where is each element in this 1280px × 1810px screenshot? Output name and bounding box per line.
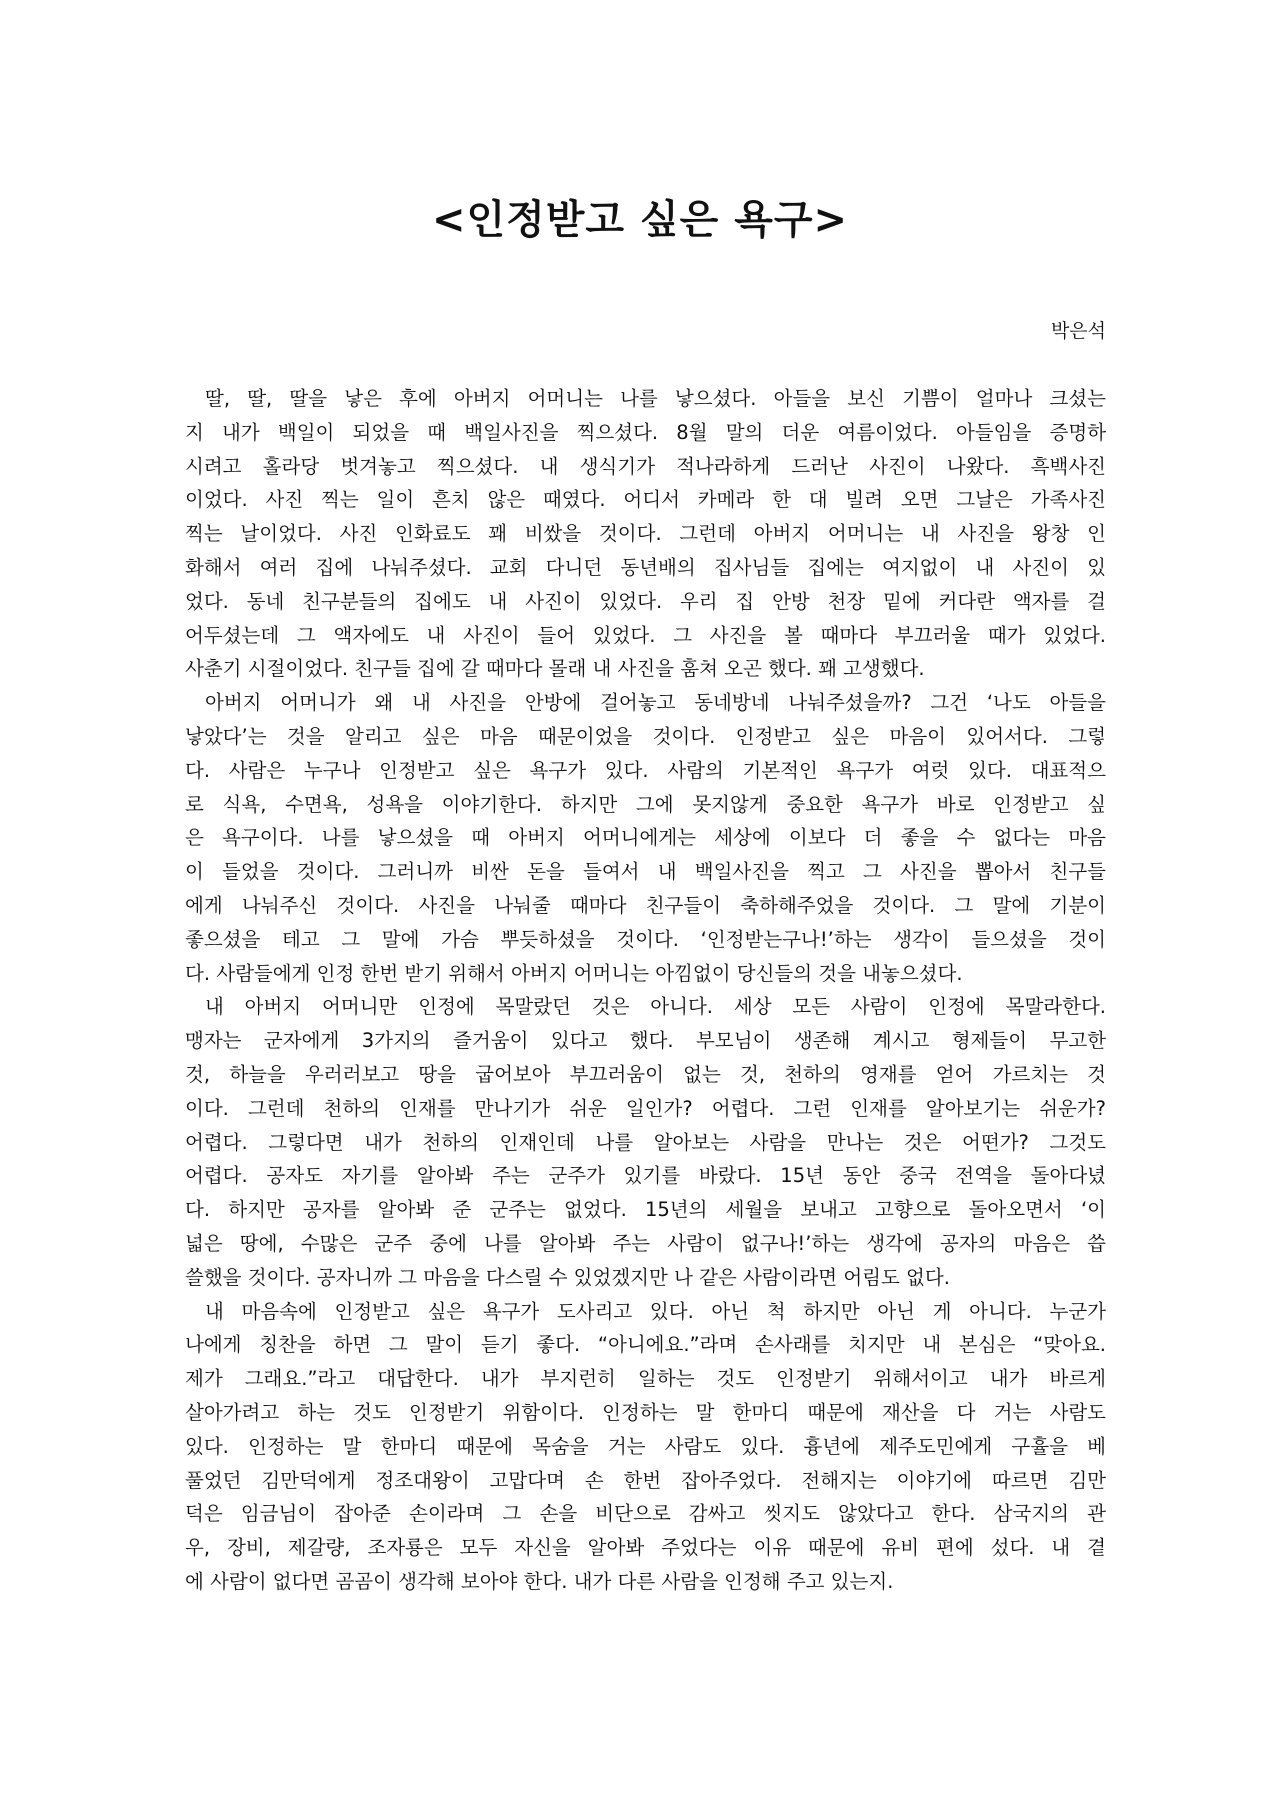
paragraph-line: 맹자는 군자에게 3가지의 즐거움이 있다고 했다. 부모님이 생존해 계시고 형제들이 무고한: [185, 1029, 1106, 1053]
paragraph: [185, 990, 1106, 1294]
paragraph-line: 좋으셨을 테고 그 말에 가슴 뿌듯하셨을 것이다. ‘인정받는구나!’하는 생각이 들으셨을 것이: [185, 927, 1106, 951]
paragraph-line: 있다. 인정하는 말 한마디 때문에 목숨을 거는 사람도 있다. 흉년에 제주도민에게 구휼을 베: [185, 1434, 1106, 1458]
paragraph-line: 아버지 어머니가 왜 내 사진을 안방에 걸어놓고 동네방네 나눠주셨을까? 그건 ‘나도 아들을: [205, 691, 1106, 715]
paragraph-line: 다. 하지만 공자를 알아봐 준 군주는 없었다. 15년의 세월을 보내고 고향으로 돌아오면서 ‘이: [185, 1198, 1106, 1222]
paragraph-line: 제가 그래요.”라고 대답한다. 내가 부지런히 일하는 것도 인정받기 위해서이고 내가 바르게: [185, 1367, 1106, 1391]
paragraph-line: 내 아버지 어머니만 인정에 목말랐던 것은 아니다. 세상 모든 사람이 인정에 목말라한다.: [205, 995, 1106, 1019]
paragraph-line: 이었다. 사진 찍는 일이 흔치 않은 때였다. 어디서 카메라 한 대 빌려 오면 그날은 가족사진: [185, 488, 1106, 512]
paragraph-line: 내 마음속에 인정받고 싶은 욕구가 도사리고 있다. 아닌 척 하지만 아닌 게 아니다. 누군가: [205, 1299, 1106, 1323]
paragraph-line: 사춘기 시절이었다. 친구들 집에 갈 때마다 몰래 내 사진을 훔쳐 오곤 했다. 꽤 고생했다.: [185, 657, 925, 681]
paragraph-line: 넓은 땅에, 수많은 군주 중에 나를 알아봐 주는 사람이 없구나!’하는 생각에 공자의 마음은 씁: [185, 1231, 1106, 1255]
paragraph-line: 다. 사람들에게 인정 한번 받기 위해서 아버지 어머니는 아낌없이 당신들의 것을 내놓으셨다.: [185, 961, 963, 985]
paragraph-line: 어두셨는데 그 액자에도 내 사진이 들어 있었다. 그 사진을 볼 때마다 부끄러울 때가 있었다.: [185, 623, 1106, 647]
paragraph-line: 에게 나눠주신 것이다. 사진을 나눠줄 때마다 친구들이 축하해주었을 것이다. 그 말에 기분이: [185, 893, 1106, 917]
paragraph-line: 나에게 칭찬을 하면 그 말이 듣기 좋다. “아니에요.”라며 손사래를 치지만 내 본심은 “맞아요.: [185, 1333, 1106, 1357]
paragraph-line: 쓸했을 것이다. 공자니까 그 마음을 다스릴 수 있었겠지만 나 같은 사람이라면 어림도 없다.: [185, 1265, 950, 1289]
paragraph: [185, 1295, 1106, 1599]
paragraph-line: 풀었던 김만덕에게 정조대왕이 고맙다며 손 한번 잡아주었다. 전해지는 이야기에 따르면 김만: [185, 1468, 1106, 1492]
paragraph-line: 살아가려고 하는 것도 인정받기 위함이다. 인정하는 말 한마디 때문에 재산을 다 거는 사람도: [185, 1400, 1106, 1424]
document-title: <인정받고 싶은 욕구>: [431, 197, 848, 243]
paragraph-line: 었다. 동네 친구분들의 집에도 내 사진이 있었다. 우리 집 안방 천장 밑에 커다란 액자를 걸: [185, 589, 1106, 613]
paragraph-line: 지 내가 백일이 되었을 때 백일사진을 찍으셨다. 8월 말의 더운 여름이었다. 아들임을 증명하: [185, 420, 1106, 444]
paragraph-line: 다. 사람은 누구나 인정받고 싶은 욕구가 있다. 사람의 기본적인 욕구가 여럿 있다. 대표적으: [185, 758, 1106, 782]
paragraph-line: 딸, 딸, 딸을 낳은 후에 아버지 어머니는 나를 낳으셨다. 아들을 보신 기쁨이 얼마나 크셨는: [205, 387, 1106, 410]
paragraph: [185, 686, 1106, 990]
paragraph-line: 이 들었을 것이다. 그러니까 비싼 돈을 들여서 내 백일사진을 찍고 그 사진을 뽑아서 친구들: [185, 860, 1106, 884]
paragraph-line: 찍는 날이었다. 사진 인화료도 꽤 비쌌을 것이다. 그런데 아버지 어머니는 내 사진을 왕창 인: [185, 522, 1106, 546]
paragraph-line: 어렵다. 공자도 자기를 알아봐 주는 군주가 있기를 바랐다. 15년 동안 중국 전역을 돌아다녔: [185, 1164, 1106, 1188]
author-name: 박은석: [1050, 320, 1106, 342]
paragraph-line: 어렵다. 그렇다면 내가 천하의 인재인데 나를 알아보는 사람을 만나는 것은 어떤가? 그것도: [185, 1130, 1106, 1154]
paragraph: [185, 382, 1106, 686]
paragraph-line: 은 욕구이다. 나를 낳으셨을 때 아버지 어머니에게는 세상에 이보다 더 좋을 수 없다는 마음: [185, 826, 1106, 850]
paragraph-line: 시려고 홀라당 벗겨놓고 찍으셨다. 내 생식기가 적나라하게 드러난 사진이 나왔다. 흑백사진: [185, 454, 1106, 478]
paragraph-line: 낳았다’는 것을 알리고 싶은 마음 때문이었을 것이다. 인정받고 싶은 마음이 있어서다. 그렇: [185, 724, 1106, 748]
paragraph-line: 화해서 여러 집에 나눠주셨다. 교회 다니던 동년배의 집사님들 집에는 여지없이 내 사진이 있: [185, 555, 1106, 579]
paragraph-line: 이다. 그런데 천하의 인재를 만나기가 쉬운 일인가? 어렵다. 그런 인재를 알아보기는 쉬운가?: [185, 1096, 1106, 1120]
paragraph-line: 우, 장비, 제갈량, 조자룡은 모두 자신을 알아봐 주었다는 이유 때문에 유비 편에 섰다. 내 곁: [185, 1536, 1106, 1560]
paragraph-line: 로 식욕, 수면욕, 성욕을 이야기한다. 하지만 그에 못지않게 중요한 욕구가 바로 인정받고 싶: [185, 792, 1106, 816]
document-body: [185, 382, 1106, 1599]
paragraph-line: 것, 하늘을 우러러보고 땅을 굽어보아 부끄러움이 없는 것, 천하의 영재를 얻어 가르치는 것: [185, 1062, 1106, 1086]
paragraph-line: 덕은 임금님이 잡아준 손이라며 그 손을 비단으로 감싸고 씻지도 않았다고 한다. 삼국지의 관: [185, 1502, 1106, 1526]
paragraph-line: 에 사람이 없다면 곰곰이 생각해 보아야 한다. 내가 다른 사람을 인정해 주고 있는지.: [185, 1569, 894, 1593]
